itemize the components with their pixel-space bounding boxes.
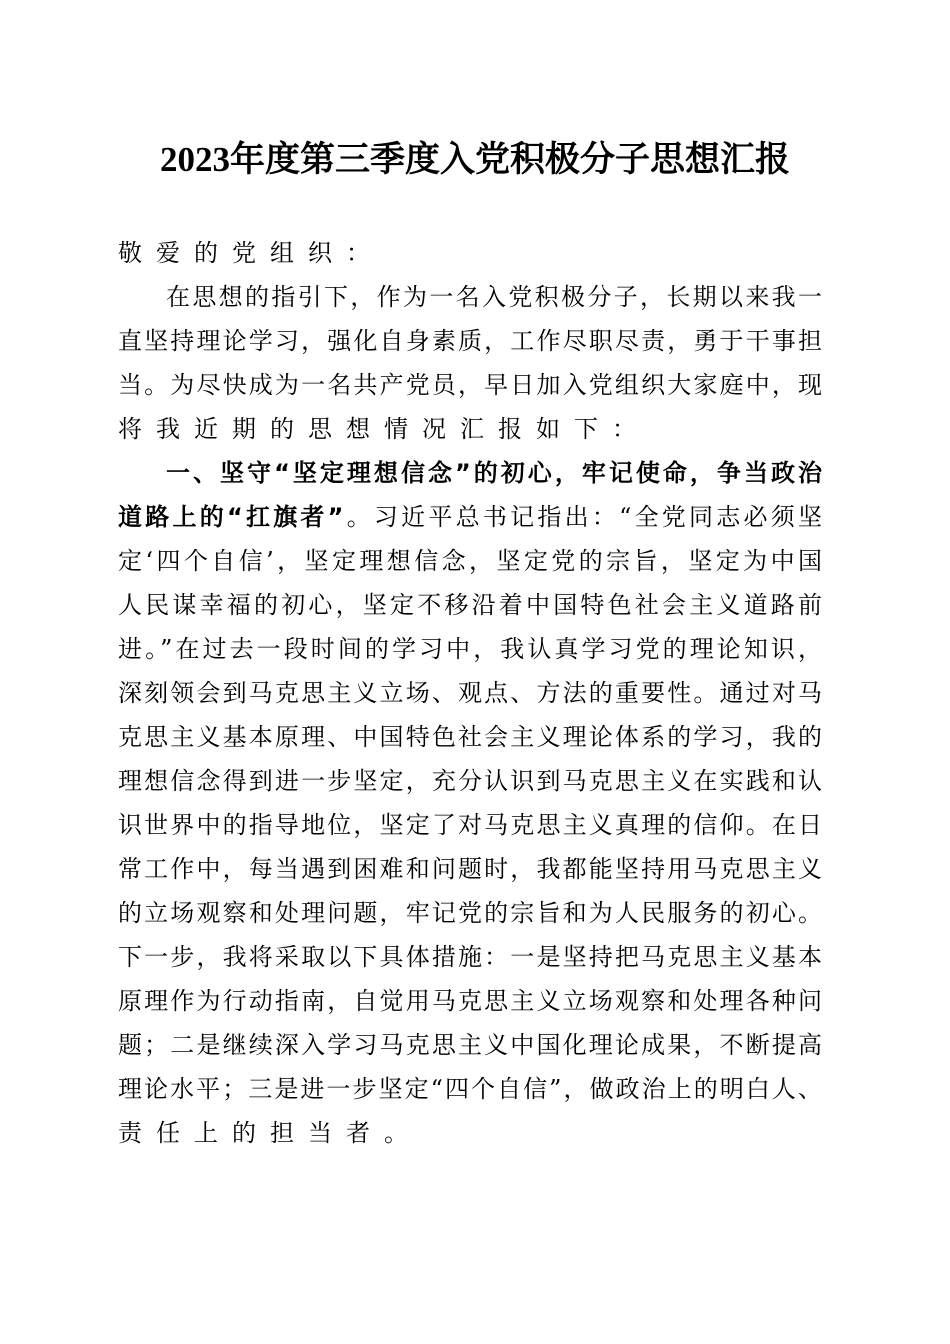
paragraph-line: 直坚持理论学习，强化自身素质，工作尽职尽责，勇于干事担 xyxy=(118,327,822,355)
paragraph-line: 的立场观察和处理问题，牢记党的宗旨和为人民服务的初心。 xyxy=(118,899,822,927)
paragraph-line: 责任上的担当者。 xyxy=(118,1119,422,1147)
salutation: 敬爱的党组织： xyxy=(118,239,384,267)
paragraph-line: 识世界中的指导地位，坚定了对马克思主义真理的信仰。在日 xyxy=(118,811,822,839)
paragraph-line: 常工作中，每当遇到困难和问题时，我都能坚持用马克思主义 xyxy=(118,855,822,883)
paragraph-text: 。习近平总书记指出：“全党同志必须坚 xyxy=(343,503,822,531)
paragraph-line: 在思想的指引下，作为一名入党积极分子，长期以来我一 xyxy=(166,283,822,311)
document-title: 2023年度第三季度入党积极分子思想汇报 xyxy=(159,140,790,179)
paragraph-line: 理想信念得到进一步坚定，充分认识到马克思主义在实践和认 xyxy=(118,767,822,795)
paragraph-line: 原理作为行动指南，自觉用马克思主义立场观察和处理各种问 xyxy=(118,987,822,1015)
paragraph-line: 理论水平；三是进一步坚定“四个自信”，做政治上的明白人、 xyxy=(118,1075,822,1103)
paragraph-line: 进。”在过去一段时间的学习中，我认真学习党的理论知识， xyxy=(118,635,822,663)
paragraph-line: 下一步，我将采取以下具体措施：一是坚持把马克思主义基本 xyxy=(118,943,822,971)
section-heading: 一、坚守“坚定理想信念”的初心，牢记使命，争当政治 xyxy=(166,459,822,487)
paragraph-line: 克思主义基本原理、中国特色社会主义理论体系的学习，我的 xyxy=(118,723,822,751)
paragraph-line: 定‘四个自信’，坚定理想信念，坚定党的宗旨，坚定为中国 xyxy=(118,547,822,575)
paragraph-line: 人民谋幸福的初心，坚定不移沿着中国特色社会主义道路前 xyxy=(118,591,822,619)
paragraph-line: 题；二是继续深入学习马克思主义中国化理论成果，不断提高 xyxy=(118,1031,822,1059)
paragraph-line: 当。为尽快成为一名共产党员，早日加入党组织大家庭中，现 xyxy=(118,371,822,399)
paragraph-line: 深刻领会到马克思主义立场、观点、方法的重要性。通过对马 xyxy=(118,679,822,707)
paragraph-line xyxy=(118,495,822,539)
document-body xyxy=(118,231,822,1155)
paragraph-line: 将我近期的思想情况汇报如下： xyxy=(118,415,650,443)
section-heading-end: 道路上的“扛旗者” xyxy=(118,503,344,531)
